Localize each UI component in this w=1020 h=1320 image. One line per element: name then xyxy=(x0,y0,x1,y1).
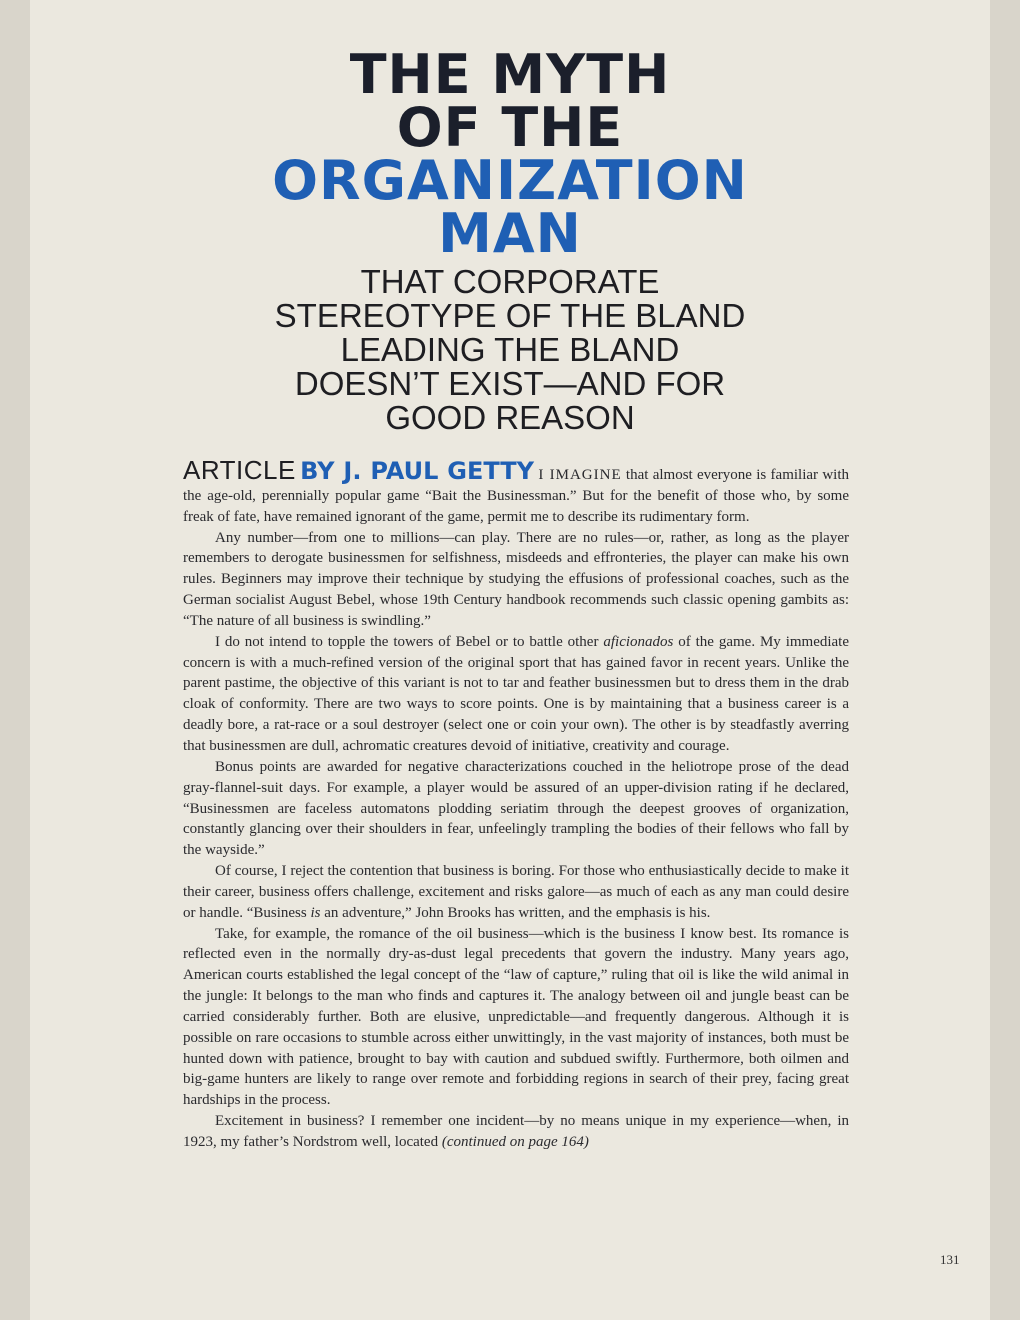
article-paragraph xyxy=(183,455,849,528)
page-number: 131 xyxy=(940,1252,960,1267)
article-paragraph xyxy=(183,1111,849,1153)
paragraph-text: an adventure,” John Brooks has written, and the emphasis is his. xyxy=(320,904,711,921)
subtitle-line: DOESN’T EXIST—AND FOR xyxy=(294,365,726,402)
paragraph-text: Of course, I reject the contention that business is boring. For those who enthusiastically decide to make it their career, business offers challenge, excitement and risks galore—as much of each as any man could desire or handle. “Business xyxy=(183,863,849,921)
subtitle-line: STEREOTYPE OF THE BLAND xyxy=(274,297,746,334)
paragraph-text: of the game. My immediate concern is with a much-refined version of the original sport that has gained favor in recent years. Unlike the parent pastime, the objective of this variant is not to tar and feather businessmen but to dress them in the drab cloak of conformity. There are two ways to score points. One is by maintaining that a business career is a deadly bore, a rat-race or a soul destroyer (select one or coin your own). The other is by steadfastly averring that businessmen are dull, achromatic creatures devoid of initiative, creativity and courage. xyxy=(183,633,850,754)
continued-note: (continued on page 164) xyxy=(441,1134,589,1150)
article-paragraph: Bonus points are awarded for negative characterizations couched in the heliotrope prose of the dead gray-flannel-suit days. For example, a player would be assured of an upper-division rating if he declared, “Businessmen are faceless automatons plodding seriatim through the deepest grooves of organization, constantly glancing over their shoulders in fear, unfeelingly trampling the bodies of their fellows who fall by the wayside.” xyxy=(183,758,849,859)
article-body xyxy=(183,455,850,1153)
title-line-2: OF THE xyxy=(396,96,624,159)
article-paragraph xyxy=(183,861,849,924)
article-paragraph xyxy=(183,632,849,757)
magazine-page xyxy=(30,0,990,1320)
italic-emphasis: is xyxy=(310,904,321,921)
italic-term: aficionados xyxy=(603,633,674,650)
subtitle-line: LEADING THE BLAND xyxy=(340,331,680,368)
article-paragraph: Any number—from one to millions—can play. There are no rules—or, rather, as long as the player remembers to derogate businessmen for selfishness, misdeeds and effronteries, the player can make his own rules. Beginners may improve their technique by studying the effusions of professional coaches, such as the German socialist August Bebel, whose 19th Century handbook recommends such classic opening gambits as: “The nature of all business is swindling.” xyxy=(183,529,849,629)
article-paragraph: Take, for example, the romance of the oil business—which is the business I know best. Its romance is reflected even in the normally dry-as-dust legal precedents that govern the industry. Many years ago, American courts established the legal concept of the “law of capture,” ruling that oil is like the wild animal in the jungle: It belongs to the man who finds and captures it. The analogy between oil and jungle beast can be carried considerably further. Both are elusive, unpredictable—and frequently dangerous. Although it is possible on rare occasions to stumble across either unwittingly, in the vast majority of instances, both must be hunted down with patience, brought to bay with caution and subdued swiftly. Furthermore, both oilmen and big-game hunters are likely to range over remote and forbidding regions in search of their prey, facing great hardships in the process. xyxy=(183,925,849,1109)
subtitle xyxy=(30,265,990,435)
byline-author: BY J. PAUL GETTY xyxy=(300,457,535,485)
title-line-3: ORGANIZATION xyxy=(272,149,748,212)
byline-label: ARTICLE xyxy=(183,455,296,485)
paragraph-text: Excitement in business? I remember one incident—by no means unique in my experience—when, in 1923, my father’s Nordstrom well, located xyxy=(183,1113,849,1150)
subtitle-line: THAT CORPORATE xyxy=(360,263,660,300)
title-line-4: MAN xyxy=(438,202,582,265)
paragraph-text: I do not intend to topple the towers of Bebel or to battle other xyxy=(215,633,604,650)
subtitle-line: GOOD REASON xyxy=(385,399,635,436)
paragraph-text: that almost everyone is familiar with the age-old, perennially popular game “Bait the Businessman.” But for the benefit of those who, by some freak of fate, have remained ignorant of the game, permit me to describe its rudimentary form. xyxy=(183,467,849,525)
title-line-1: THE MYTH xyxy=(349,43,671,106)
paragraph-lead-in: I IMAGINE xyxy=(538,467,622,483)
